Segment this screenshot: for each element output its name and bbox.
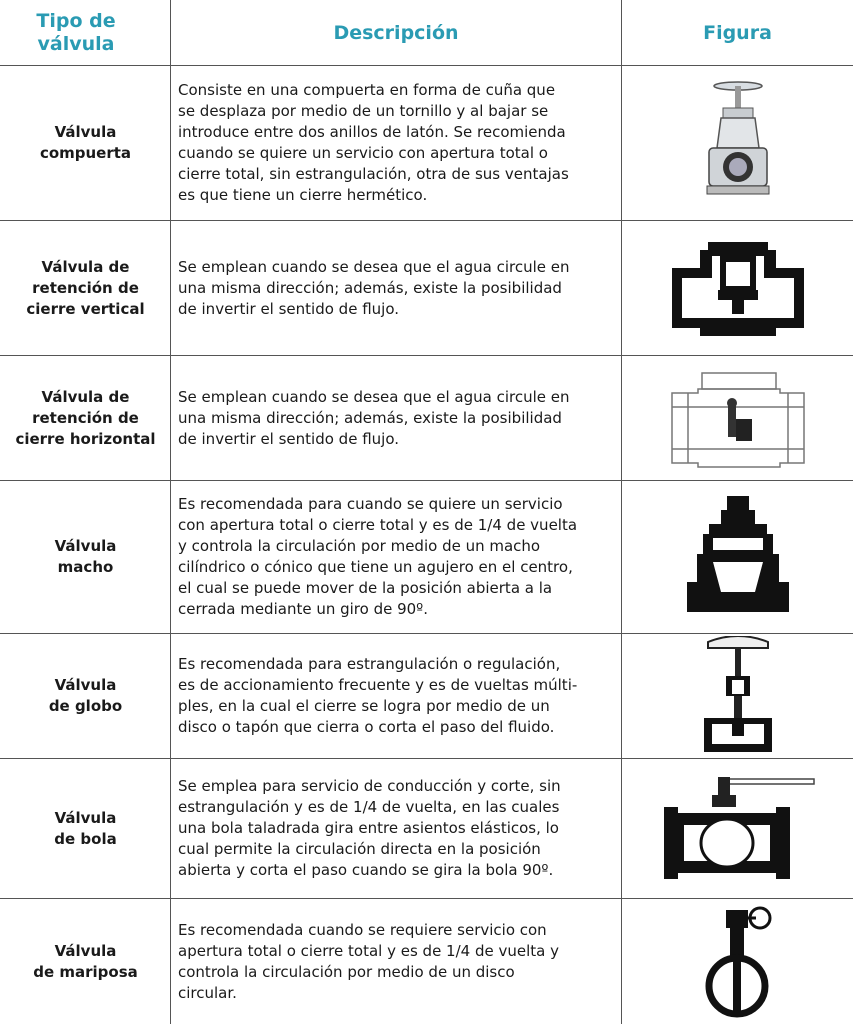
row-type — [0, 356, 171, 480]
valve-type-label: Válvula de retención de cierre vertical — [26, 257, 145, 318]
row-figure — [623, 481, 853, 633]
row-description — [178, 221, 618, 355]
row-figure — [623, 221, 853, 355]
row-description — [178, 634, 618, 758]
row-figure — [623, 899, 853, 1024]
valve-type-label: Válvula de globo — [48, 676, 123, 715]
row-figure — [623, 759, 853, 898]
row-description — [178, 481, 618, 633]
row-type — [0, 634, 171, 758]
valve-type-label: Válvula compuerta — [39, 123, 132, 162]
valve-type-label: Válvula de mariposa — [33, 941, 138, 981]
valve-description: Se emplean cuando se desea que el agua circule en una misma dirección; además, existe la posibilidad de invertir el sentido de flujo. — [178, 257, 570, 318]
row-type — [0, 66, 171, 220]
header-figure-label: Figura — [703, 21, 772, 44]
valve-description: Es recomendada cuando se requiere servicio con apertura total o cierre total y es de 1/4 de vuelta y controla la circulación por medio de un disco circular. — [178, 920, 559, 1002]
valve-type-label: Válvula de bola — [54, 808, 117, 848]
header-type-label: Tipo de válvula — [36, 10, 116, 55]
row-type — [0, 899, 171, 1024]
ball-valve-icon — [658, 769, 818, 889]
row-description — [178, 66, 618, 220]
header-description — [171, 0, 621, 66]
vertical-check-valve-icon — [668, 228, 808, 348]
row-description — [178, 356, 618, 480]
column-divider — [621, 0, 622, 1024]
valve-description: Es recomendada para estrangulación o regulación, es de accionamiento frecuente y es de vueltas múlti- ples, en la cual el cierre se logra por medio de un disco o tapón que cierra o corta el paso del fluido. — [178, 655, 578, 736]
row-figure — [623, 634, 853, 758]
valve-description: Consiste en una compuerta en forma de cuña que se desplaza por medio de un tornillo y al bajar se introduce entre dos anillos de latón. Se recomienda cuando se quiere un servicio con apertura total o cierre total, sin estrangulación, otra de sus ventajas es que tiene un cierre hermético. — [178, 81, 569, 204]
row-figure — [623, 356, 853, 480]
row-type — [0, 221, 171, 355]
row-description — [178, 899, 618, 1024]
gate-valve-icon — [703, 78, 773, 208]
row-type — [0, 759, 171, 898]
valve-description: Es recomendada para cuando se quiere un servicio con apertura total o cierre total y es de 1/4 de vuelta y controla la circulación por medio de un macho cilíndrico o cónico que tiene un agujero en el centro, el cual se puede mover de la posición abierta a la cerrada mediante un giro de 90º. — [178, 495, 578, 618]
butterfly-valve-icon — [698, 904, 778, 1019]
valve-description: Se emplean cuando se desea que el agua circule en una misma dirección; además, existe la posibilidad de invertir el sentido de flujo. — [178, 387, 570, 448]
globe-valve-icon — [698, 636, 778, 756]
header-type — [0, 0, 152, 66]
row-description — [178, 759, 618, 898]
header-figure — [622, 0, 853, 66]
row-figure — [623, 66, 853, 220]
row-type — [0, 481, 171, 633]
plug-valve-icon — [683, 492, 793, 622]
horizontal-check-valve-icon — [668, 363, 808, 473]
valve-type-label: Válvula macho — [54, 537, 117, 576]
header-description-label: Descripción — [333, 21, 459, 44]
valve-type-label: Válvula de retención de cierre horizontal — [15, 387, 156, 448]
valve-description: Se emplea para servicio de conducción y corte, sin estrangulación y es de 1/4 de vuelta, en las cuales una bola taladrada gira entre asientos elásticos, lo cual permite la circulación directa en la posición abierta y corta el paso cuando se gira la bola 90º. — [178, 777, 561, 879]
